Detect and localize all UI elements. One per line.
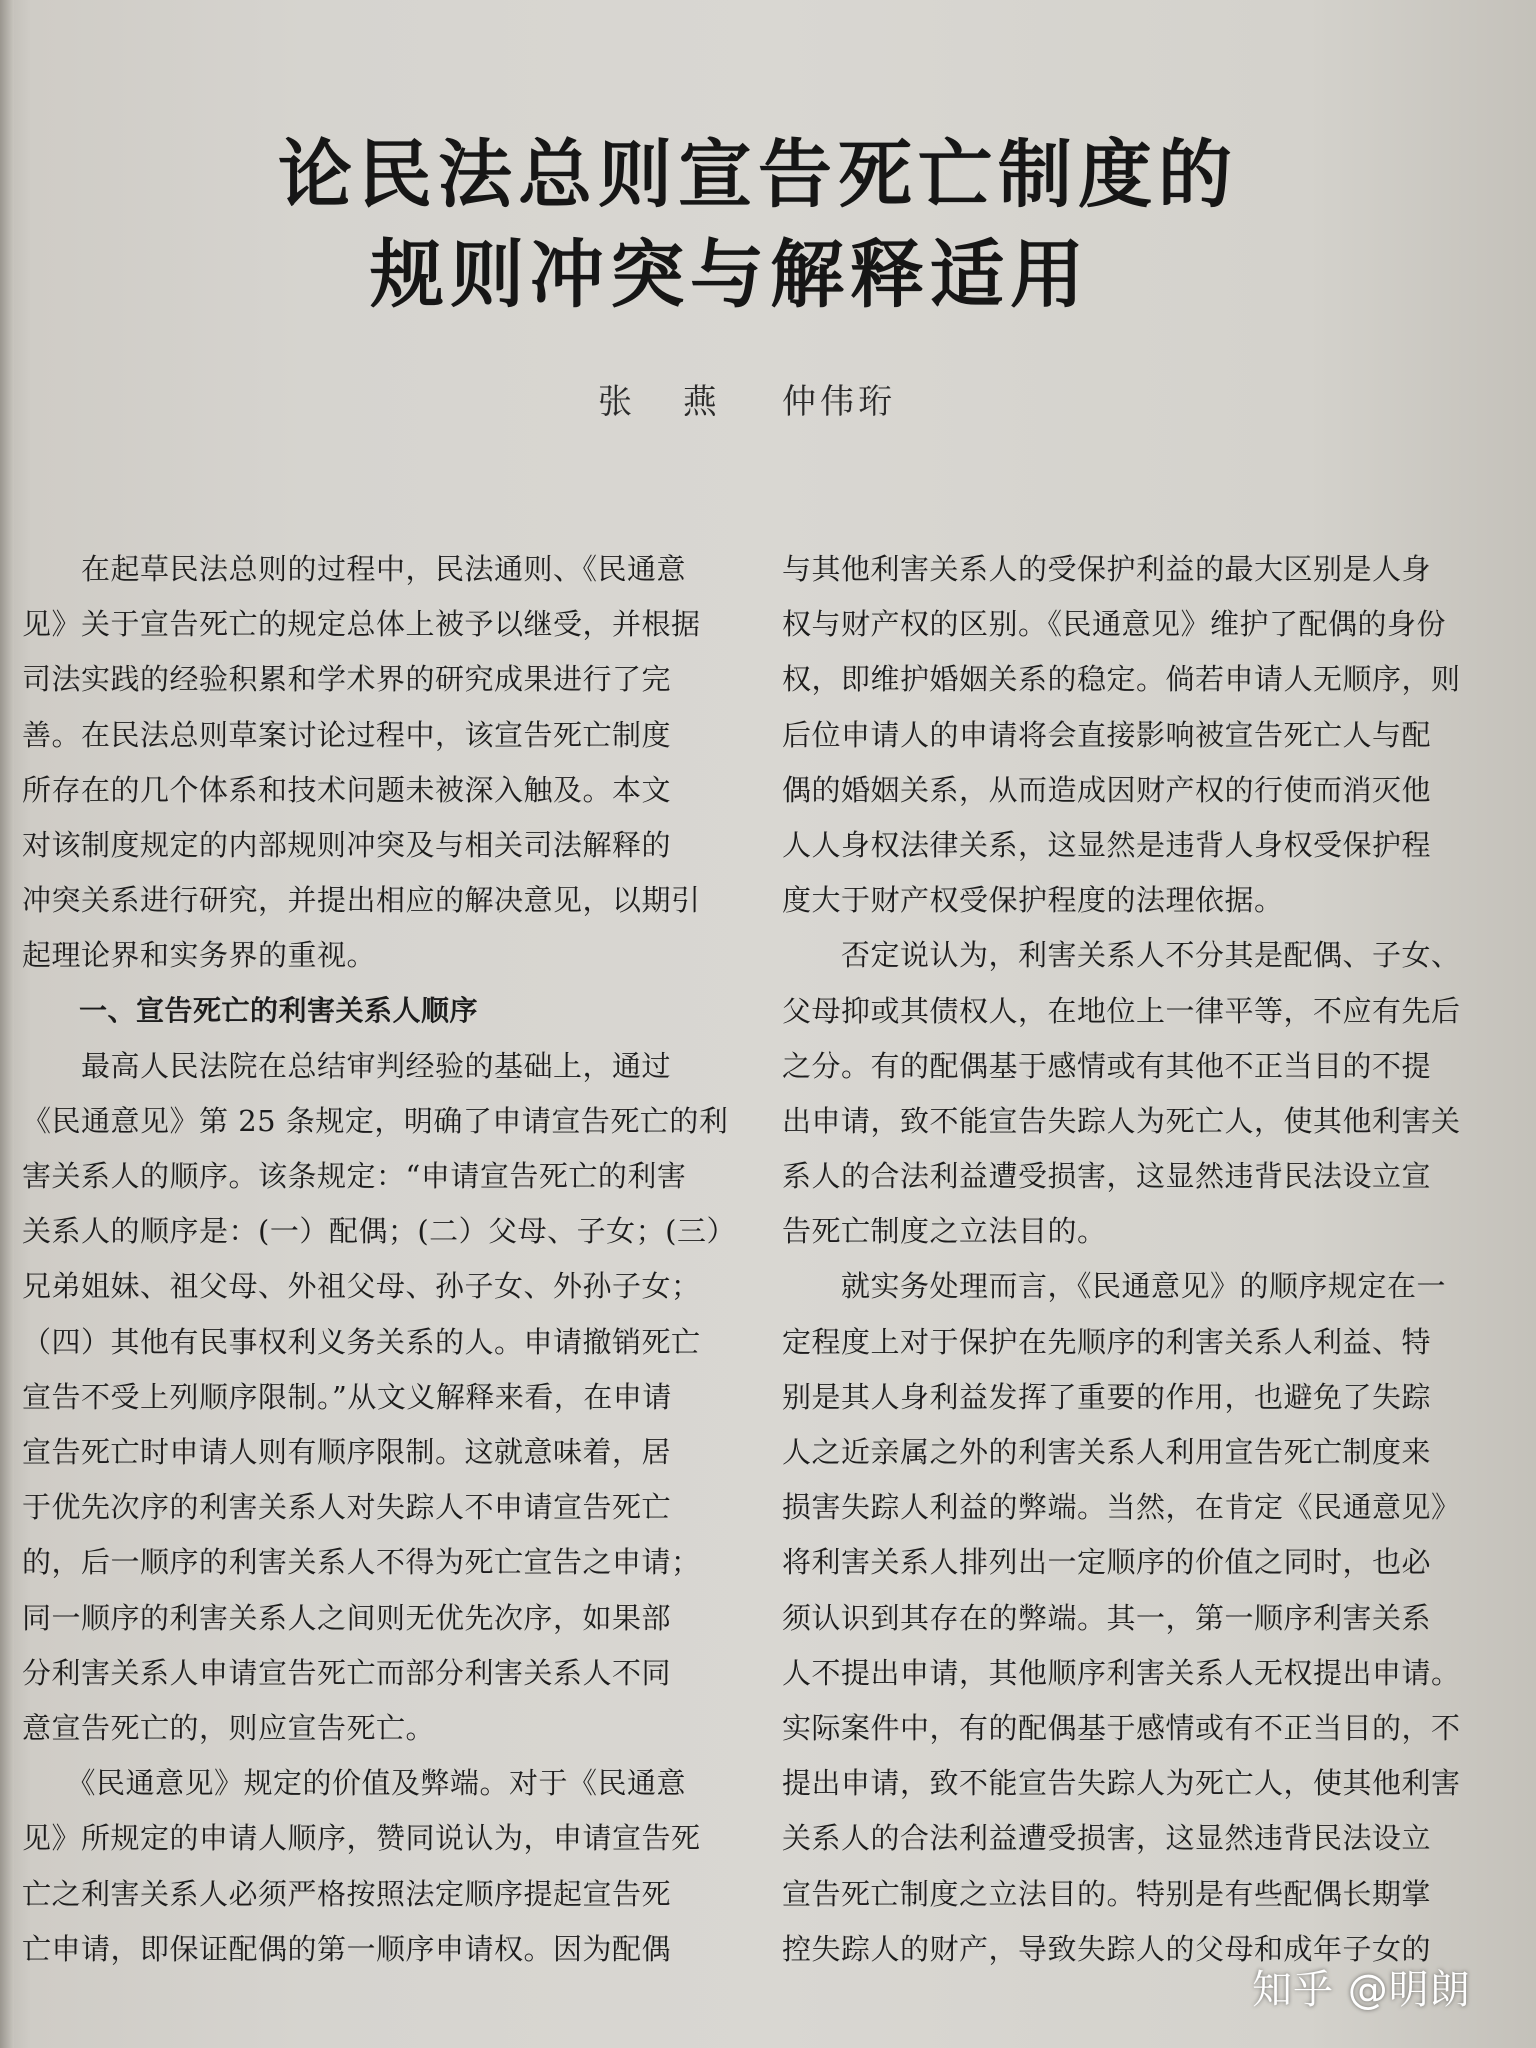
text-line: 关系人的合法利益遭受损害，这显然违背民法设立 [782,1821,1432,1856]
text-line: 分利害关系人申请宣告死亡而部分利害关系人不同 [22,1655,672,1690]
text-line: 就实务处理而言，《民通意见》的顺序规定在一 [782,1269,1447,1304]
text-line: 父母抑或其债权人，在地位上一律平等，不应有先后 [782,993,1461,1028]
text-line: 起理论界和实务界的重视。 [22,938,377,973]
text-line: 冲突关系进行研究，并提出相应的解决意见，以期引 [22,883,701,918]
author-1: 张 燕 [598,382,737,422]
text-line: 度大于财产权受保护程度的法理依据。 [782,883,1284,918]
text-line: 见》关于宣告死亡的规定总体上被予以继受，并根据 [22,607,701,642]
text-line: 宣告死亡时申请人则有顺序限制。这就意味着，居 [22,1435,672,1469]
text-line: 人之近亲属之外的利害关系人利用宣告死亡制度来 [782,1435,1432,1469]
zhihu-watermark: 知乎 @明朗 [1252,1967,1471,2013]
text-line: 于优先次序的利害关系人对失踪人不申请宣告死亡 [22,1490,672,1525]
text-line: 司法实践的经验积累和学术界的研究成果进行了完 [22,662,672,697]
text-line: 须认识到其存在的弊端。其一，第一顺序利害关系 [782,1600,1432,1635]
text-line: 善。在民法总则草案讨论过程中，该宣告死亡制度 [22,717,672,752]
text-line: 对该制度规定的内部规则冲突及与相关司法解释的 [22,827,672,862]
text-line: 损害失踪人利益的弊端。当然，在肯定《民通意见》 [782,1490,1461,1525]
text-line: 宣告不受上列顺序限制。”从文义解释来看，在申请 [22,1379,672,1414]
text-line: 宣告死亡制度之立法目的。特别是有些配偶长期掌 [782,1876,1432,1911]
text-line: 在起草民法总则的过程中，民法通则、《民通意 [22,552,687,586]
text-line: 提出申请，致不能宣告失踪人为死亡人，使其他利害 [782,1766,1461,1801]
article-title-line-1: 论民法总则宣告死亡制度的 [278,132,1238,218]
text-line: 之分。有的配偶基于感情或有其他不正当目的不提 [782,1048,1432,1083]
text-line: 亡申请，即保证配偶的第一顺序申请权。因为配偶 [22,1931,672,1966]
text-line: 权，即维护婚姻关系的稳定。倘若申请人无顺序，则 [782,662,1461,697]
text-line: 将利害关系人排列出一定顺序的价值之同时，也必 [782,1545,1432,1580]
text-line: 同一顺序的利害关系人之间则无优先次序，如果部 [22,1600,672,1635]
text-line: 所存在的几个体系和技术问题未被深入触及。本文 [22,772,672,807]
text-line: 告死亡制度之立法目的。 [782,1214,1107,1249]
text-line: 控失踪人的财产，导致失踪人的父母和成年子女的 [782,1931,1432,1966]
text-line: 最高人民法院在总结审判经验的基础上，通过 [22,1048,672,1083]
text-line: 害关系人的顺序。该条规定：“申请宣告死亡的利害 [22,1159,687,1194]
text-line: 见》所规定的申请人顺序，赞同说认为，申请宣告死 [22,1821,701,1856]
text-line: 系人的合法利益遭受损害，这显然违背民法设立宣 [782,1159,1432,1194]
text-line: 否定说认为，利害关系人不分其是配偶、子女、 [782,938,1461,973]
text-line: 出申请，致不能宣告失踪人为死亡人，使其他利害关 [782,1103,1461,1138]
text-line: 后位申请人的申请将会直接影响被宣告死亡人与配 [782,717,1432,752]
text-line: 与其他利害关系人的受保护利益的最大区别是人身 [782,552,1432,586]
text-line: 的，后一顺序的利害关系人不得为死亡宣告之申请； [22,1545,701,1580]
text-line: 《民通意见》规定的价值及弊端。对于《民通意 [22,1766,687,1801]
left-column [22,552,736,1990]
text-line: 实际案件中，有的配偶基于感情或有不正当目的，不 [782,1710,1461,1745]
text-line: 人人身权法律关系，这显然是违背人身权受保护程 [782,827,1432,862]
right-column [782,552,1512,1990]
section-heading: 一、宣告死亡的利害关系人顺序 [22,993,479,1027]
text-line: 人不提出申请，其他顺序利害关系人无权提出申请。 [782,1655,1461,1690]
text-line: 《民通意见》第 25 条规定，明确了申请宣告死亡的利 [22,1103,729,1138]
text-line: 定程度上对于保护在先顺序的利害关系人利益、特 [782,1324,1432,1359]
text-line: 偶的婚姻关系，从而造成因财产权的行使而消灭他 [782,772,1432,807]
text-line: 意宣告死亡的，则应宣告死亡。 [22,1710,436,1745]
text-line: 权与财产权的区别。《民通意见》维护了配偶的身份 [782,607,1447,642]
text-line: （四）其他有民事权利义务关系的人。申请撤销死亡 [22,1324,701,1359]
text-line: 关系人的顺序是：(一）配偶；(二）父母、子女；(三） [22,1214,736,1249]
text-line: 亡之利害关系人必须严格按照法定顺序提起宣告死 [22,1876,672,1911]
text-line: 兄弟姐妹、祖父母、外祖父母、孙子女、外孙子女； [22,1269,701,1304]
text-line: 别是其人身利益发挥了重要的作用，也避免了失踪 [782,1379,1432,1414]
article-title-line-2: 规则冲突与解释适用 [370,232,1090,318]
author-2: 仲伟珩 [782,382,896,422]
